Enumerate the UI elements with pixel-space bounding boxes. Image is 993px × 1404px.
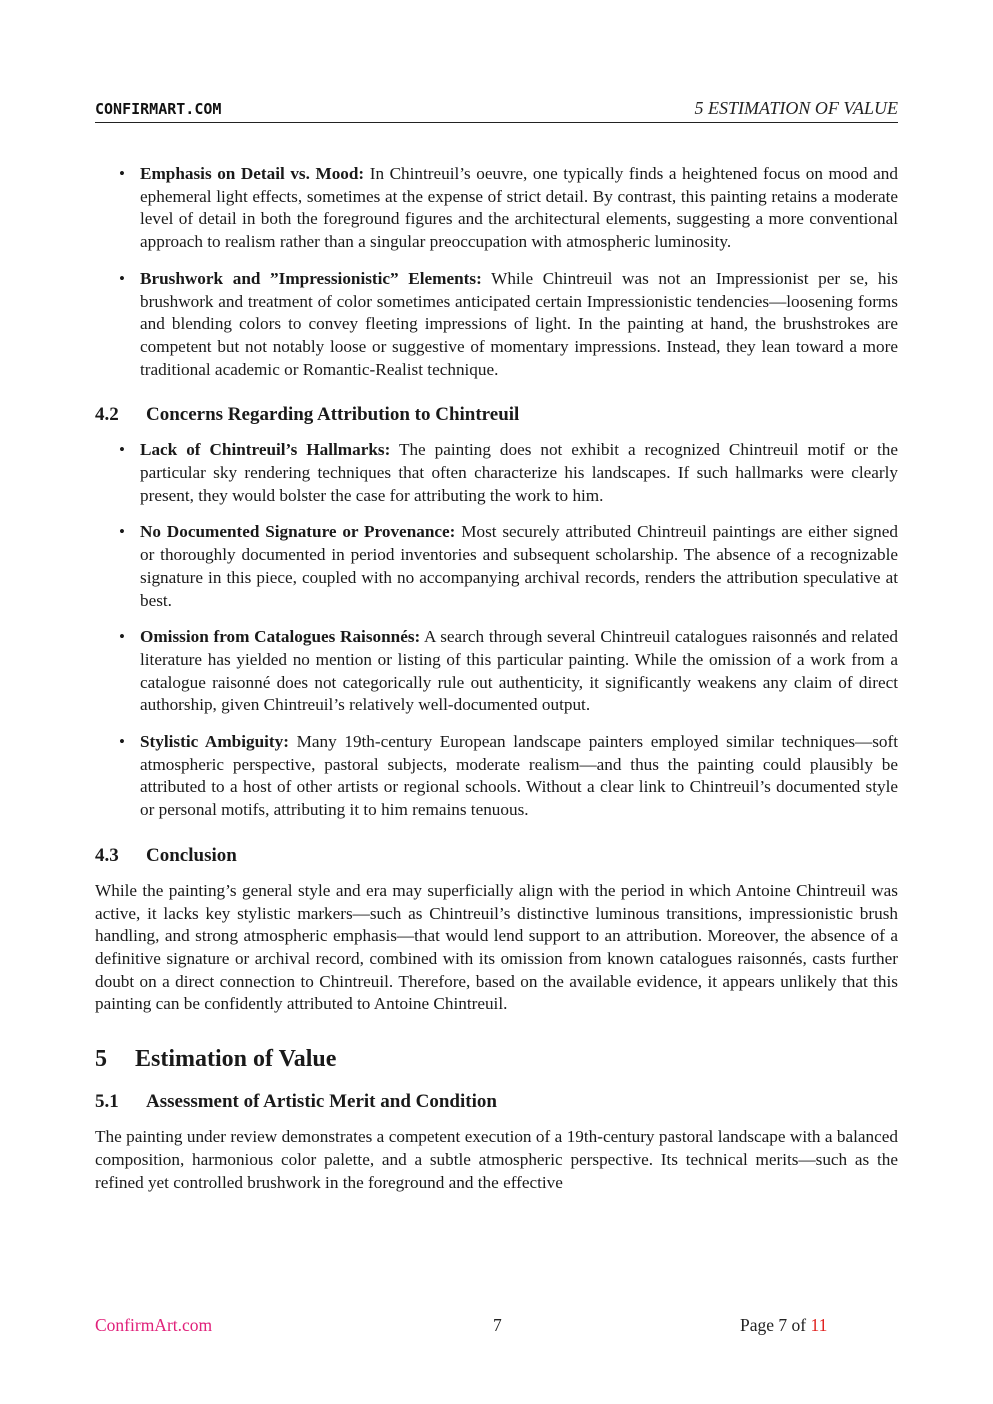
list-item	[95, 731, 898, 822]
bullet-text: Most securely attributed Chintreuil paintings are either signed or thoroughly documented in period inventories and subsequent scholarship. The absence of a recognizable signature in this piece, coupled with no accompanying archival records, renders the attribution speculative at best.	[140, 522, 898, 610]
bullet-term: Emphasis on Detail vs. Mood:	[140, 164, 365, 183]
list-item	[95, 439, 898, 507]
bullet-term: No Documented Signature or Provenance:	[140, 522, 456, 542]
concerns-bullet-list	[95, 439, 898, 822]
page-content	[95, 163, 898, 1194]
section-number: 5.1	[95, 1091, 119, 1113]
assessment-paragraph: The painting under review demonstrates a competent execution of a 19th-century pastoral landscape with a balanced composition, harmonious color palette, and a subtle atmospheric perspective. Its technical merits—such as the refined yet controlled brushwork in the foreground and the effective	[95, 1127, 898, 1192]
footer-page-count	[740, 1315, 827, 1336]
section-title: Concerns Regarding Attribution to Chintreuil	[146, 404, 520, 426]
section-title: Assessment of Artistic Merit and Condition	[146, 1091, 497, 1113]
section-title: Conclusion	[146, 844, 237, 866]
bullet-text: A search through several Chintreuil catalogues raisonnés and related literature has yielded no mention or listing of this particular painting. While the omission of a work from a catalogue raisonné does not categorically rule out authenticity, it significantly weakens any claim of direct authorship, given Chintreuil’s relatively well-documented output.	[140, 627, 898, 715]
bullet-term: Brushwork and ”Impressionistic” Elements:	[140, 268, 482, 288]
section-title: Estimation of Value	[135, 1046, 337, 1073]
bullet-text: The painting does not exhibit a recognized Chintreuil motif or the particular sky rendering techniques that often characterize his landscapes. If such hallmarks were clearly present, they would bolster the case for attributing the work to him.	[140, 440, 898, 505]
page-label: Page 7 of	[740, 1315, 811, 1335]
list-item	[95, 268, 898, 382]
page-total-link[interactable]: 11	[810, 1315, 828, 1335]
conclusion-paragraph: While the painting’s general style and era may superficially align with the period in which Antoine Chintreuil was active, it lacks key stylistic markers—such as Chintreuil’s distinctive luminous transitions, impressionistic brush handling, and strong atmospheric emphasis—that would lend support to an attribution. Moreover, the absence of a definitive signature or archival record, combined with its omission from known catalogues raisonnés, casts further doubt on a direct connection to Chintreuil. Therefore, based on the available evidence, it appears unlikely that this painting can be confidently attributed to Antoine Chintreuil.	[95, 880, 898, 1014]
running-section-title: 5 ESTIMATION OF VALUE	[694, 98, 898, 118]
bullet-term: Omission from Catalogues Raisonnés:	[140, 627, 421, 647]
section-number: 4.2	[95, 404, 119, 426]
page-header	[95, 98, 898, 123]
list-item	[95, 521, 898, 612]
footer-page-number: 7	[493, 1315, 502, 1335]
bullet-term: Lack of Chintreuil’s Hallmarks:	[140, 440, 391, 460]
page-footer	[95, 1315, 898, 1339]
intro-bullet-list	[95, 163, 898, 381]
bullet-term: Stylistic Ambiguity:	[140, 732, 289, 752]
confirmart-logo: CONFIRMART.COM	[95, 100, 222, 118]
footer-site-link[interactable]: ConfirmArt.com	[95, 1315, 213, 1335]
list-item	[95, 626, 898, 717]
section-heading-4-3	[95, 844, 898, 868]
bullet-text: Many 19th-century European landscape painters employed similar techniques—soft atmospheric perspective, pastoral subjects, moderate realism—and thus the painting could plausibly be attributed to a host of other artists or regional schools. Without a clear link to Chintreuil’s documented style or personal motifs, attributing it to him remains tenuous.	[140, 732, 898, 820]
section-heading-5-1	[95, 1090, 898, 1114]
section-heading-4-2	[95, 403, 898, 427]
section-number: 4.3	[95, 844, 119, 866]
section-number: 5	[95, 1046, 107, 1073]
bullet-text: In Chintreuil’s oeuvre, one typically finds a heightened focus on mood and ephemeral light effects, sometimes at the expense of strict detail. By contrast, this painting retains a moderate level of detail in both the foreground figures and the architectural elements, suggesting a more conventional approach to realism rather than a singular preoccupation with atmospheric luminosity.	[140, 164, 898, 252]
list-item	[95, 163, 898, 254]
section-heading-5	[95, 1044, 898, 1074]
bullet-text: While Chintreuil was not an Impressionist per se, his brushwork and treatment of color sometimes anticipated certain Impressionistic tendencies—loosening forms and blending colors to convey fleeting impressions of light. In the painting at hand, the brushstrokes are competent but not notably loose or suggestive of momentary impressions. Instead, they lean toward a more traditional academic or Romantic-Realist technique.	[140, 268, 898, 379]
